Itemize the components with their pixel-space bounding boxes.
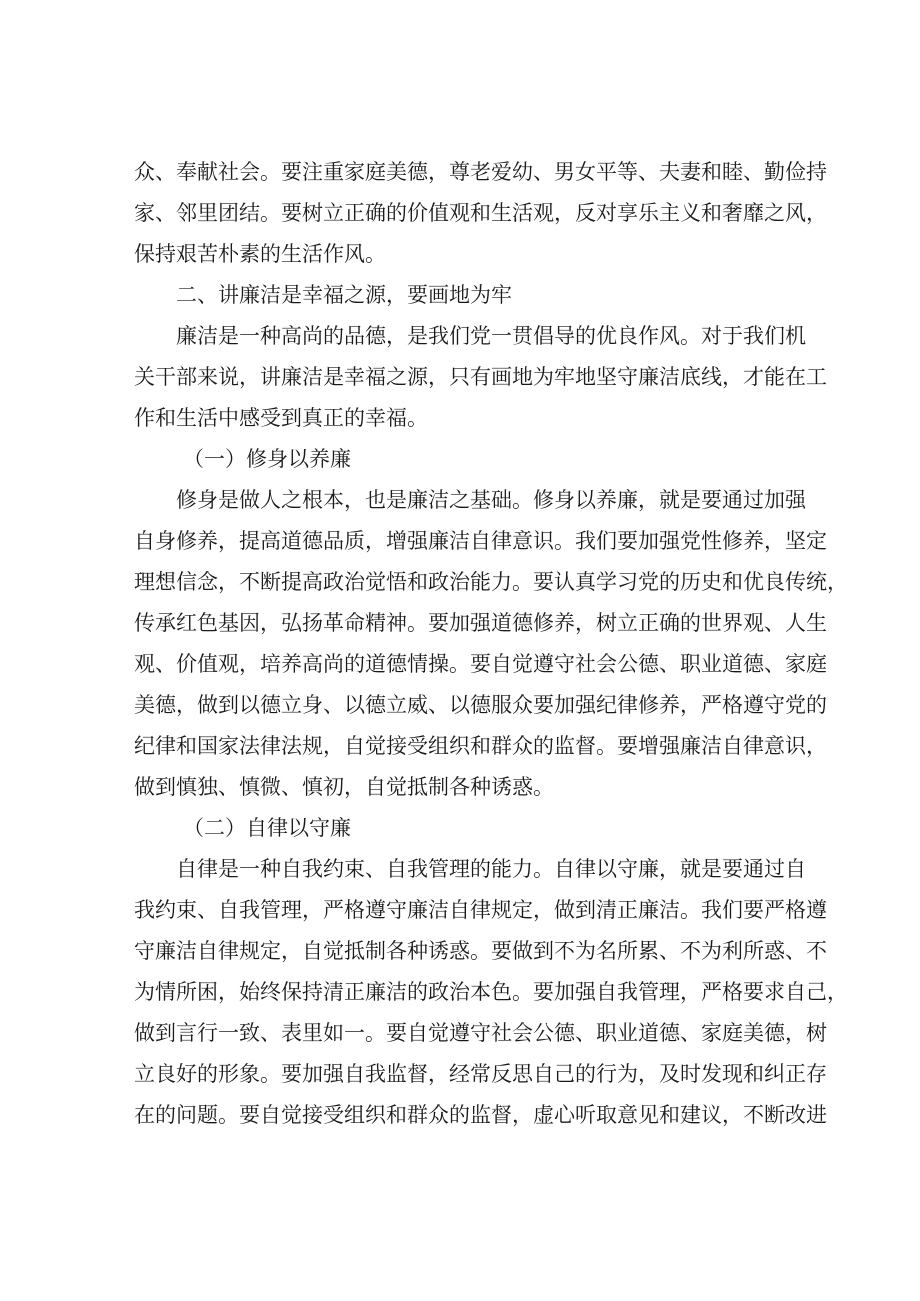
body-text-line: 在的问题。要自觉接受组织和群众的监督，虚心听取意见和建议，不断改进: [134, 1103, 827, 1127]
body-text-line: 传承红色基因，弘扬革命精神。要加强道德修养，树立正确的世界观、人生: [134, 611, 827, 635]
body-text-line: 家、邻里团结。要树立正确的价值观和生活观，反对享乐主义和奢靡之风，: [134, 201, 827, 225]
body-text-line: 为情所困，始终保持清正廉洁的政治本色。要加强自我管理，严格要求自己，: [134, 980, 848, 1004]
body-text-line: 保持艰苦朴素的生活作风。: [134, 242, 386, 266]
body-text-line: 我约束、自我管理，严格遵守廉洁自律规定，做到清正廉洁。我们要严格遵: [134, 898, 827, 922]
body-text-line: 修身是做人之根本，也是廉洁之基础。修身以养廉，就是要通过加强: [176, 488, 806, 512]
body-text-line: 美德，做到以德立身、以德立威、以德服众要加强纪律修养，严格遵守党的: [134, 693, 827, 717]
body-text-line: 关干部来说，讲廉洁是幸福之源，只有画地为牢地坚守廉洁底线，才能在工: [134, 365, 827, 389]
subsection-heading: （二）自律以守廉: [183, 816, 351, 840]
body-text-line: 作和生活中感受到真正的幸福。: [134, 406, 428, 430]
body-text-line: 做到言行一致、表里如一。要自觉遵守社会公德、职业道德、家庭美德，树: [134, 1021, 827, 1045]
body-text-line: 自身修养，提高道德品质，增强廉洁自律意识。我们要加强党性修养，坚定: [134, 529, 827, 553]
body-text-line: 理想信念，不断提高政治觉悟和政治能力。要认真学习党的历史和优良传统，: [134, 570, 848, 594]
section-heading: 二、讲廉洁是幸福之源，要画地为牢: [176, 283, 512, 307]
body-text-line: 守廉洁自律规定，自觉抵制各种诱惑。要做到不为名所累、不为利所惑、不: [134, 939, 827, 963]
body-text-line: 做到慎独、慎微、慎初，自觉抵制各种诱惑。: [134, 775, 554, 799]
body-text-line: 廉洁是一种高尚的品德，是我们党一贯倡导的优良作风。对于我们机: [176, 324, 806, 348]
body-text-line: 纪律和国家法律法规，自觉接受组织和群众的监督。要增强廉洁自律意识，: [134, 734, 827, 758]
body-text-line: 观、价值观，培养高尚的道德情操。要自觉遵守社会公德、职业道德、家庭: [134, 652, 827, 676]
subsection-heading: （一）修身以养廉: [183, 447, 351, 471]
body-text-line: 自律是一种自我约束、自我管理的能力。自律以守廉，就是要通过自: [176, 857, 806, 881]
body-text-line: 众、奉献社会。要注重家庭美德，尊老爱幼、男女平等、夫妻和睦、勤俭持: [134, 160, 827, 184]
body-text-line: 立良好的形象。要加强自我监督，经常反思自己的行为，及时发现和纠正存: [134, 1062, 827, 1086]
